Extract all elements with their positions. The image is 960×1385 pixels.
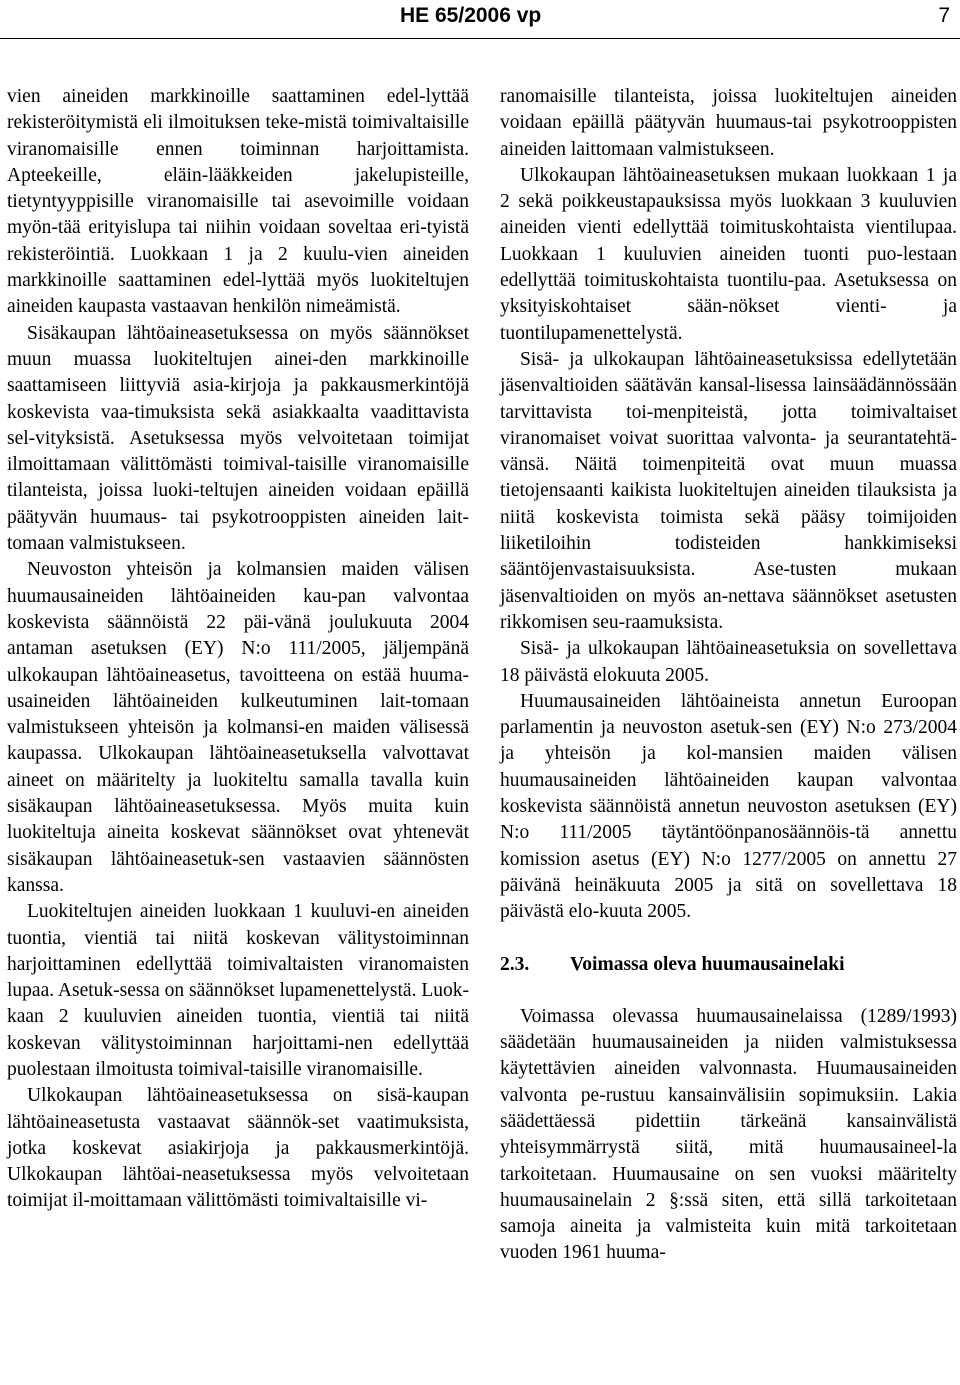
paragraph: ranomaisille tilanteista, joissa luokiteltujen aineiden voidaan epäillä päätyvän huumaus-tai psykotrooppisten aineiden laittomaan valmistukseen. [500,86,957,160]
section-title: Voimassa oleva huumausainelaki [570,953,845,975]
left-column [7,84,469,1215]
paragraph: Ulkokaupan lähtöaineasetuksen mukaan luokkaan 1 ja 2 sekä poikkeustapauksissa myös luokkaan 3 kuuluvien aineiden vienti edellyttää toimituskohtaista vientilupaa. Luokkaan 1 kuuluvien aineiden tuonti puo-lestaan edellyttää toimituskohtaista tuontilu-paa. Asetuksessa on yksityiskohtaiset sään-nökset vienti- ja tuontilupamenettelystä. [500,164,957,344]
paragraph: Luokiteltujen aineiden luokkaan 1 kuuluvi-en aineiden tuontia, vientiä tai niitä koskevan välitystoiminnan harjoittaminen edellyttää toimivaltaisten viranomaisten lupaa. Asetuk-sessa on säännökset lupamenettelystä. Luok-kaan 2 kuuluvien aineiden tuontia, vientiä tai niitä koskevan välitystoiminnan harjoittami-nen edellyttää puolestaan ilmoitusta toimival-taisille viranomaisille. [7,901,469,1080]
paragraph: Ulkokaupan lähtöaineasetuksessa on sisä-kaupan lähtöaineasetusta vastaavat säännök-set vaatimuksista, jotka koskevat asiakirjoja ja pakkausmerkintöjä. Ulkokaupan lähtöai-neasetuksessa myös velvoitetaan toimijat il-moittamaan välittömästi toimivaltaisille vi- [7,1085,469,1212]
paragraph: Neuvoston yhteisön ja kolmansien maiden välisen huumausaineiden lähtöaineiden kau-pan valvontaa koskevista säännöistä 22 päi-vänä joulukuuta 2004 antaman asetuksen (EY) N:o 111/2005, jäljempänä ulkokaupan lähtöaineasetus, tavoitteena on estää huuma-usaineiden lähtöaineiden kulkeutuminen lait-tomaan valmistukseen yhteisön ja kolmansi-en maiden välisessä kaupassa. Ulkokaupan lähtöaineasetuksella valvottavat aineet on määritelty ja luokiteltu samalla tavalla kuin sisäkaupan lähtöaineasetuksessa. Myös muita kuin luokiteltuja aineita koskevat säännökset ovat yhtenevät sisäkaupan lähtöaineasetuk-sen vastaavien säännösten kanssa. [7,559,469,896]
right-column [500,84,957,1267]
paragraph: Sisä- ja ulkokaupan lähtöaineasetuksia on sovellettava 18 päivästä elokuuta 2005. [500,638,957,686]
section-heading [500,952,957,978]
header-divider [0,38,960,39]
page-number: 7 [938,4,950,27]
document-id: HE 65/2006 vp [400,4,542,27]
page-header [0,0,960,40]
paragraph: Voimassa olevassa huumausainelaissa (1289/1993) säädetään huumausaineiden ja niiden valmistuksessa käytettävien aineiden valvonnasta. Huumausaineiden valvonta pe-rustuu kansainvälisiin sopimuksiin. Lakia säädettäessä pidettiin tärkeänä kansainvälistä yhteisymmärrystä siitä, mitä huumausaineel-la tarkoitetaan. Huumausaine on sen vuoksi määritelty huumausainelain 2 §:ssä siten, että sillä tarkoitetaan samoja aineita ja valmisteita kuin mitä tarkoitetaan vuoden 1961 huuma- [500,1005,957,1264]
paragraph: Sisäkaupan lähtöaineasetuksessa on myös säännökset muun muassa luokiteltujen ainei-den markkinoille saattamiseen liittyviä asia-kirjoja ja pakkausmerkintöjä koskevista vaa-timuksista sekä asiakkaalta vaadittavista sel-vityksistä. Asetuksessa myös velvoitetaan toimijat ilmoittamaan välittömästi toimival-taisille viranomaisille tilanteista, joissa luoki-teltujen aineiden voidaan epäillä päätyvän huumaus- tai psykotrooppisten aineiden lait-tomaan valmistukseen. [7,322,469,555]
section-number: 2.3. [500,953,530,975]
paragraph: Huumausaineiden lähtöaineista annetun Euroopan parlamentin ja neuvoston asetuk-sen (EY) N:o 273/2004 ja yhteisön ja kol-mansien maiden välisen huumausaineiden lähtöaineiden kaupan valvontaa koskevista säännöistä annetun neuvoston asetuksen (EY) N:o 111/2005 täytäntöönpanosäännöis-tä annettu komission asetus (EY) N:o 1277/2005 on annettu 27 päivänä heinäkuuta 2005 ja sitä on sovellettava 18 päivästä elo-kuuta 2005. [500,690,957,923]
paragraph: Sisä- ja ulkokaupan lähtöaineasetuksissa edellytetään jäsenvaltioiden säätävän kansal-lisessa lainsäädännössään tarvittavista toi-menpiteistä, jotta toimivaltaiset viranomaiset voivat suorittaa valvonta- ja seurantatehtä-vänsä. Näitä toimenpiteitä ovat muun muassa tietojensaanti kaikista luokiteltujen aineiden tilauksista ja niitä koskevista toimista sekä pääsy toimijoiden liiketiloihin todisteiden hankkimiseksi sääntöjenvastaisuuksista. Ase-tusten mukaan jäsenvaltioiden on myös an-nettava säännökset asetusten rikkomisen seu-raamuksista. [500,348,957,633]
paragraph: vien aineiden markkinoille saattaminen edel-lyttää rekisteröitymistä eli ilmoituksen teke-mistä toimivaltaisille viranomaisille ennen toiminnan harjoittamista. Apteekeille, eläin-lääkkeiden jakelupisteille, tietyntyyppisille viranomaisille tai asevoimille voidaan myön-tää erityislupa tai niihin voidaan soveltaa eri-tyistä rekisteröintiä. Luokkaan 1 ja 2 kuulu-vien aineiden markkinoille saattaminen edel-lyttää myös luokiteltujen aineiden kaupasta vastaavan henkilön nimeämistä. [7,86,469,318]
